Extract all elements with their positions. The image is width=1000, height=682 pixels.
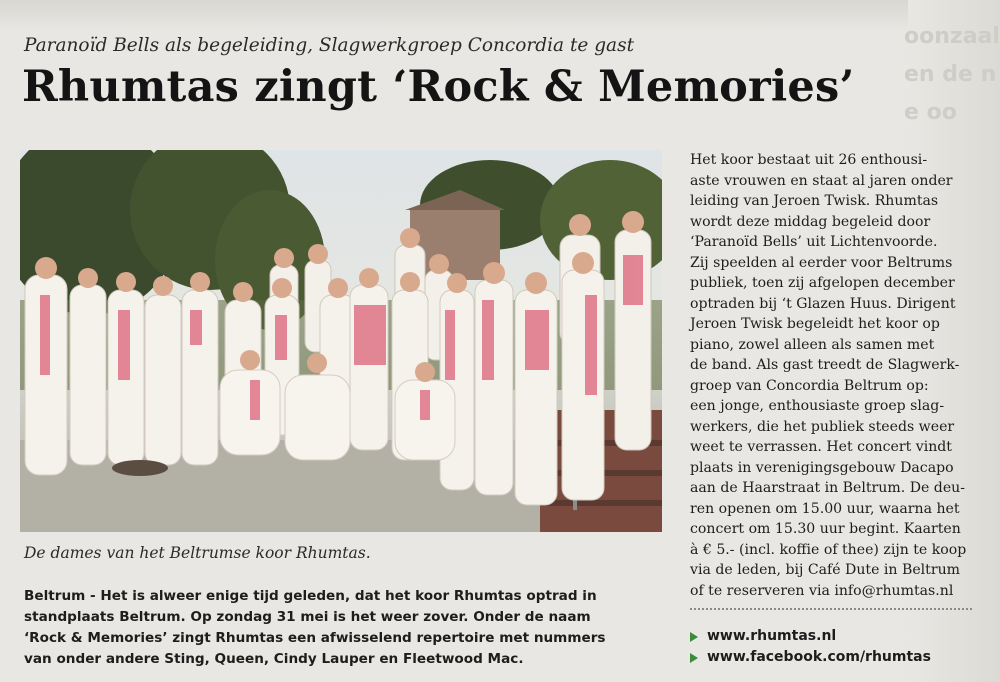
body-line: ‘Paranoïd Bells’ uit Lichtenvoorde. [690, 234, 938, 250]
body-line: wordt deze middag begeleid door [690, 213, 931, 230]
body-line: groep van Concordia Beltrum op: [690, 377, 929, 394]
body-line: optraden bij ‘t Glazen Huus. Dirigent [690, 295, 956, 312]
body-line: Het koor bestaat uit 26 enthousi- [690, 152, 928, 168]
body-line: plaats in verenigingsgebouw Dacapo [690, 459, 954, 476]
neighbour-article-strip [0, 0, 1000, 32]
article-lead [24, 586, 674, 670]
body-line: via de leden, bij Café Dute in Beltrum [690, 562, 961, 578]
lead-line: standplaats Beltrum. Op zondag 31 mei is het weer zover. Onder de naam [24, 609, 591, 625]
body-line: of te reserveren via info@rhumtas.nl [690, 582, 954, 599]
body-line: weet te verrassen. Het concert vindt [690, 439, 952, 455]
article-kicker: Paranoïd Bells als begeleiding, Slagwerkgroep Concordia te gast [24, 35, 635, 56]
body-line: Zij speelden al eerder voor Beltrums [690, 254, 953, 271]
neighbour-fragment: e oo [904, 100, 957, 125]
body-line: concert om 15.30 uur begint. Kaarten [690, 521, 961, 537]
article-body-column [690, 150, 1000, 601]
link-list [690, 626, 990, 668]
neighbour-fragment: en de n [904, 62, 997, 87]
photo-caption: De dames van het Beltrumse koor Rhumtas. [24, 544, 371, 562]
link-label[interactable]: www.rhumtas.nl [707, 628, 837, 644]
neighbour-fragment: oonzaal [904, 24, 1000, 49]
choir-photo-illustration [20, 150, 662, 532]
lead-line: ‘Rock & Memories’ zingt Rhumtas een afwisselend repertoire met nummers [24, 630, 606, 646]
body-line: leiding van Jeroen Twisk. Rhumtas [690, 193, 939, 209]
body-line: aan de Haarstraat in Beltrum. De deu- [690, 480, 966, 496]
link-website[interactable] [690, 626, 990, 647]
body-line: de band. Als gast treedt de Slagwerk- [690, 357, 960, 373]
body-line: ren openen om 15.00 uur, waarna het [690, 500, 960, 517]
body-line: werkers, die het publiek steeds weer [690, 418, 955, 435]
lead-line: van onder andere Sting, Queen, Cindy Lauper en Fleetwood Mac. [24, 651, 524, 667]
body-line: aste vrouwen en staat al jaren onder [690, 172, 953, 189]
arrow-right-icon [690, 632, 698, 642]
link-label[interactable]: www.facebook.com/rhumtas [707, 649, 931, 665]
body-line: Jeroen Twisk begeleidt het koor op [690, 316, 940, 332]
article-headline: Rhumtas zingt ‘Rock & Memories’ [22, 62, 855, 112]
choir-photo [20, 150, 662, 532]
arrow-right-icon [690, 653, 698, 663]
dotted-divider [690, 608, 972, 610]
link-facebook[interactable] [690, 647, 990, 668]
body-line: à € 5.- (incl. koffie of thee) zijn te koop [690, 541, 967, 558]
lead-line: Beltrum - Het is alweer enige tijd geleden, dat het koor Rhumtas optrad in [24, 588, 597, 604]
body-line: een jonge, enthousiaste groep slag- [690, 398, 945, 414]
body-line: piano, zowel alleen als samen met [690, 336, 935, 353]
body-line: publiek, toen zij afgelopen december [690, 275, 955, 291]
